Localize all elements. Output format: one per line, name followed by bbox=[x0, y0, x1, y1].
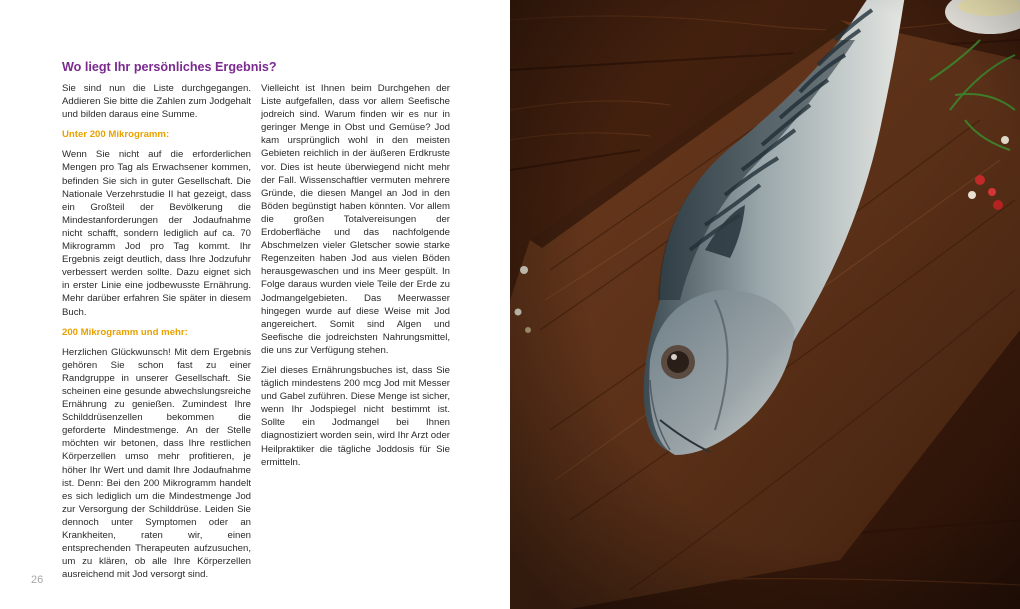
page-number: 26 bbox=[31, 574, 44, 586]
subheading-200-and-more: 200 Mikrogramm und mehr: bbox=[62, 326, 188, 338]
paragraph-goal: Ziel dieses Ernährungsbuches ist, dass Sie täglich mindestens 200 mcg Jod mit Messer und Gabel zuführen. Diese Menge ist sicher, wenn Ihr Jodspiegel nicht bestimmt ist. Sollte ein Jodmangel bei Ihnen diagnostiziert worden sein, wird Ihr Arzt oder Heilpraktiker die tägliche Joddosis für Sie ermitteln. bbox=[261, 364, 450, 468]
text-column-2 bbox=[261, 82, 450, 476]
intro-paragraph: Sie sind nun die Liste durchgegangen. Addieren Sie bitte die Zahlen zum Jodgehalt und bilden daraus eine Summe. bbox=[62, 83, 251, 121]
page-heading: Wo liegt Ihr persönliches Ergebnis? bbox=[62, 60, 277, 74]
mackerel-on-board-icon bbox=[510, 0, 1020, 609]
subheading-under-200: Unter 200 Mikrogramm: bbox=[62, 129, 170, 141]
mackerel-photo bbox=[510, 0, 1020, 609]
paragraph-seafish: Vielleicht ist Ihnen beim Durchgehen der Liste aufgefallen, dass vor allem Seefische jodreich sind. Warum finden wir es nur in geringer Menge in Obst und Gemüse? Jod kam ursprünglich wohl in den meisten Gebieten reichlich in der äußeren Erdkruste vor. Dies ist heute überwiegend nicht mehr der Fall. Wissenschaftler vermuten mehrere Gründe, die diesen Mangel an Jod in den Böden begünstigt haben könnten. Vor allem die großen Totalvereisungen der Erdoberfläche und das nachfolgende Abschmelzen vieler Gletscher sowie starke Regenzeiten haben Jod aus vielen Böden herausgewaschen und ins Meer gespült. In Folge daraus wurden viele Teile der Erde zu Jodmangelgebieten. Das Meerwasser hingegen wurde auf diese Weise mit Jod angereichert. Somit sind Algen und Seefische die jodreichsten Nahrungsmittel, die uns zur Verfügung stehen. bbox=[261, 83, 450, 356]
paragraph-under-200: Wenn Sie nicht auf die erforderlichen Mengen pro Tag als Erwachsener kommen, befinden Sie sich in guter Gesellschaft. Die Nationale Verzehrstudie II hat gezeigt, dass ein Großteil der Bevölkerung die Mindestanforderungen der Jodaufnahme nicht schafft, sondern lediglich auf ca. 70 Mikrogramm Jod pro Tag kommt. Ihr Ergebnis zeigt deutlich, dass Ihre Jodzufuhr verbessert werden sollte. Dazu eignet sich in erster Linie eine jodbewusste Ernährung. Mehr darüber erfahren Sie später in diesem Buch. bbox=[62, 149, 251, 318]
paragraph-200-and-more: Herzlichen Glückwunsch! Mit dem Ergebnis gehören Sie schon fast zu einer Randgruppe in unserer Gesellschaft. Sie scheinen eine gesunde abwechslungsreiche Ernährung zu genießen. Zumindest Ihre Schilddrüsenzellen bekommen die geforderte Mindestmenge. An der Stelle möchten wir betonen, dass Ihre restlichen Körperzellen umso mehr profitieren, je höher Ihr Wert und damit Ihre Jodaufnahme ist. Denn: Bei den 200 Mikrogramm handelt es sich lediglich um die Mindestmenge Jod zur Versorgung der Schilddrüse. Leiden Sie dennoch unter Symptomen oder an Krankheiten, raten wir, einen entsprechenden Therapeuten aufzusuchen, um zu klären, ob alle Ihre Körperzellen ausreichend mit Jod versorgt sind. bbox=[62, 346, 251, 581]
text-column-1 bbox=[62, 82, 251, 588]
